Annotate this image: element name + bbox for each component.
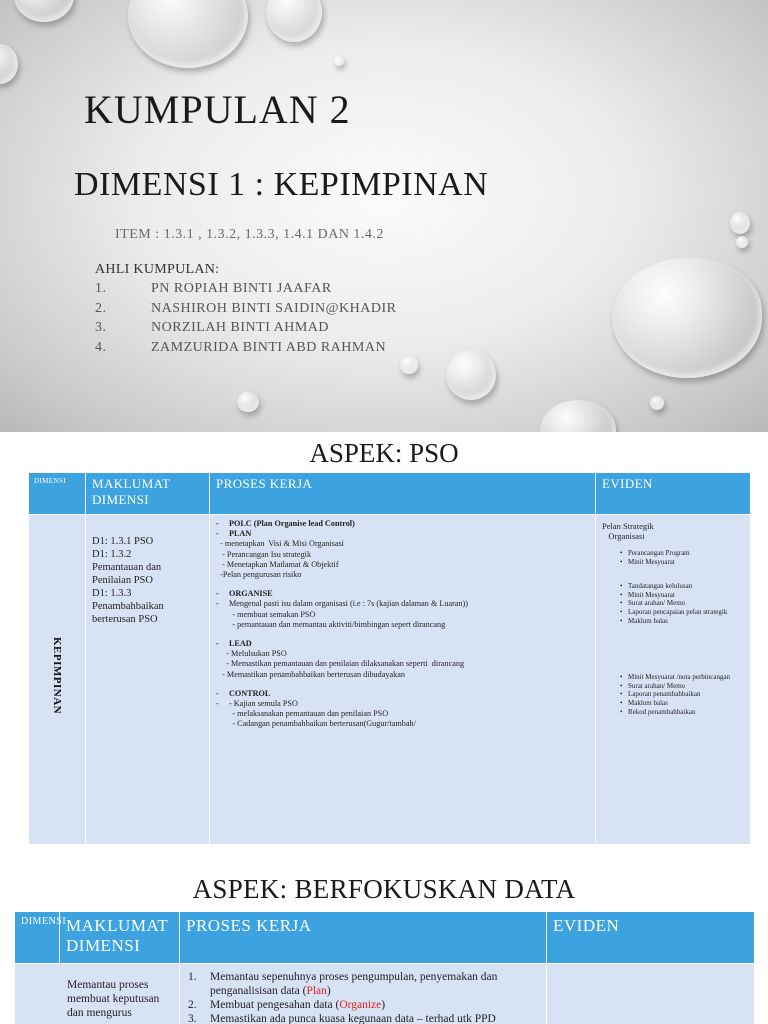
proses-line: - membuat semakan PSO (216, 609, 316, 619)
proses-line: - Menetapkan Matlamat & Objektif (216, 559, 339, 569)
item-text: Memantau sepenuhnya proses pengumpulan, penyemakan dan penganalisisan data (Plan) (210, 971, 498, 997)
water-drop-decoration (730, 212, 750, 234)
pso-table (28, 472, 751, 845)
maklumat-cell (15, 964, 180, 1024)
maklumat-line: dan mengurus (67, 1007, 132, 1019)
dimensi-value: KEPIMPINAN (51, 637, 63, 715)
proses-item (188, 1012, 538, 1024)
pso-slide (0, 432, 768, 864)
eviden-heading: Organisasi (602, 531, 645, 541)
header-dimensi: DIMENSI (29, 473, 86, 515)
data-focus-slide (0, 864, 768, 1024)
eviden-group (602, 673, 744, 716)
proses-cell (210, 515, 596, 845)
maklumat-line: Penambahbaikan (92, 601, 164, 612)
water-drop-decoration (237, 392, 259, 412)
proses-item (188, 998, 538, 1012)
eviden-item: • Minit Mesyuarat /nota perbincangan (620, 673, 744, 682)
water-drop-decoration (650, 396, 664, 410)
proses-line: - menetapkan Visi & Misi Organisasi (216, 539, 344, 549)
proses-line: - Cadangan penambahbaikan berterusan(Gugur/tambah/ (216, 719, 416, 729)
proses-line: - Memastikan pemantauan dan penilaian dilaksanakan seperti dirancang (216, 659, 465, 669)
eviden-group (602, 549, 744, 566)
maklumat-text (92, 519, 203, 626)
proses-list (188, 970, 538, 1024)
water-drop-decoration (334, 56, 344, 66)
proses-item (188, 970, 538, 998)
water-drop-decoration (736, 236, 748, 248)
item-number: 2. (188, 999, 197, 1011)
proses-line: - Mengenal pasti isu dalam organisasi (i.e : 7s (kajian dalaman & Luaran)) (216, 599, 468, 609)
maklumat-line: membuat keputusan (67, 993, 160, 1005)
water-drop-decoration (0, 44, 18, 84)
header-dimensi: DIMENSI (15, 912, 60, 964)
table-row (29, 515, 751, 845)
eviden-item: • Laporan penambahbaikan (620, 690, 744, 699)
maklumat-line: D1: 1.3.3 (92, 588, 132, 599)
item-text: Membuat pengesahan data (Organize) (210, 999, 386, 1011)
maklumat-text (23, 970, 171, 1020)
water-drop-decoration (612, 258, 762, 378)
proses-heading: - ORGANISE (216, 589, 273, 599)
proses-line: - Memastikan penambahbaikan berterusan dibudayakan (216, 669, 405, 679)
water-drop-decoration (14, 0, 74, 22)
proses-line: - - Kajian semula PSO (216, 699, 298, 709)
header-maklumat: MAKLUMAT DIMENSI (86, 473, 210, 515)
header-eviden: EVIDEN (596, 473, 751, 515)
member-item: 1. PN ROPIAH BINTI JAAFAR (95, 281, 332, 296)
proses-cell (180, 964, 547, 1024)
proses-heading: - LEAD (216, 639, 252, 649)
maklumat-cell (86, 515, 210, 845)
maklumat-line: Penilaian PSO (92, 575, 153, 586)
header-proses: PROSES KERJA (210, 473, 596, 515)
water-drop-decoration (266, 0, 322, 42)
water-drop-decoration (400, 356, 418, 374)
proses-line: - Melulsukan PSO (216, 649, 287, 659)
eviden-cell (547, 964, 755, 1024)
item-keyword: Organize (339, 999, 382, 1011)
header-proses: PROSES KERJA (180, 912, 547, 964)
table-header-row (15, 912, 755, 964)
proses-line: - Perancangan Isu strategik (216, 549, 312, 559)
eviden-heading: Pelan Strategik (602, 521, 654, 531)
eviden-item: • Tandatangan kelulusan (620, 582, 744, 591)
slide-title: ASPEK: PSO (309, 438, 459, 468)
water-drop-decoration (540, 400, 616, 432)
eviden-cell (596, 515, 751, 845)
proses-text (216, 519, 589, 730)
water-drop-decoration (128, 0, 248, 68)
maklumat-line: Pemantauan dan (92, 562, 162, 573)
eviden-group (602, 582, 744, 625)
proses-heading: - POLC (Plan Organise lead Control) (216, 519, 355, 528)
dimensi-cell (29, 515, 86, 845)
eviden-item: • Laporan pencapaian pelan strategik (620, 608, 744, 617)
item-number: 1. (188, 971, 197, 983)
slide-title: ASPEK: BERFOKUSKAN DATA (192, 874, 576, 904)
title-slide (0, 0, 768, 432)
eviden-text (602, 519, 744, 716)
eviden-item: • Rekod penambahbaikan (620, 708, 744, 717)
item-text: Memastikan ada punca kuasa kegunaan data – terhad utk PPD (210, 1013, 496, 1024)
proses-heading: - PLAN (216, 529, 252, 539)
item-list-text: ITEM : 1.3.1 , 1.3.2, 1.3.3, 1.4.1 DAN 1.4.2 (115, 227, 384, 242)
eviden-item: • Perancangan Program (620, 549, 744, 558)
proses-line: -Pelan pengurusan risiko (216, 570, 302, 580)
eviden-item: • Minit Mesyuarat (620, 591, 744, 600)
proses-heading: - CONTROL (216, 688, 271, 698)
maklumat-line: Memantau proses (67, 979, 149, 991)
table-header-row (29, 473, 751, 515)
maklumat-line: D1: 1.3.2 (92, 549, 132, 560)
water-drop-decoration (446, 350, 496, 400)
members-list (95, 281, 396, 359)
item-keyword: Plan (306, 985, 327, 997)
maklumat-line: D1: 1.3.1 PSO (92, 536, 154, 547)
proses-line: - melaksanakan pemantauan dan penilaian PSO (216, 709, 389, 719)
eviden-item: • Maklum balas (620, 699, 744, 708)
item-number: 3. (188, 1013, 197, 1024)
eviden-item: • Maklum balas (620, 617, 744, 626)
table-row (15, 964, 755, 1024)
member-item: 3. NORZILAH BINTI AHMAD (95, 320, 329, 335)
proses-block (216, 639, 589, 680)
header-maklumat: MAKLUMAT DIMENSI (60, 912, 180, 964)
proses-block (216, 589, 589, 630)
maklumat-line: berterusan PSO (92, 614, 158, 625)
eviden-item: • Surat arahan/ Memo (620, 682, 744, 691)
eviden-item: • Surat arahan/ Memo (620, 599, 744, 608)
members-label: AHLI KUMPULAN: (95, 262, 220, 277)
slide-subtitle: DIMENSI 1 : KEPIMPINAN (74, 166, 489, 203)
proses-line: - pemantauan dan memantau aktiviti/bimbingan sepert dirancang (216, 619, 446, 629)
slide-title: KUMPULAN 2 (84, 87, 351, 132)
member-item: 4. ZAMZURIDA BINTI ABD RAHMAN (95, 339, 387, 355)
data-focus-table (14, 911, 755, 1024)
member-item: 2. NASHIROH BINTI SAIDIN@KHADIR (95, 300, 397, 316)
proses-block (216, 689, 589, 730)
proses-block (216, 519, 589, 580)
eviden-item: • Minit Mesyuarat (620, 558, 744, 567)
header-eviden: EVIDEN (547, 912, 755, 964)
